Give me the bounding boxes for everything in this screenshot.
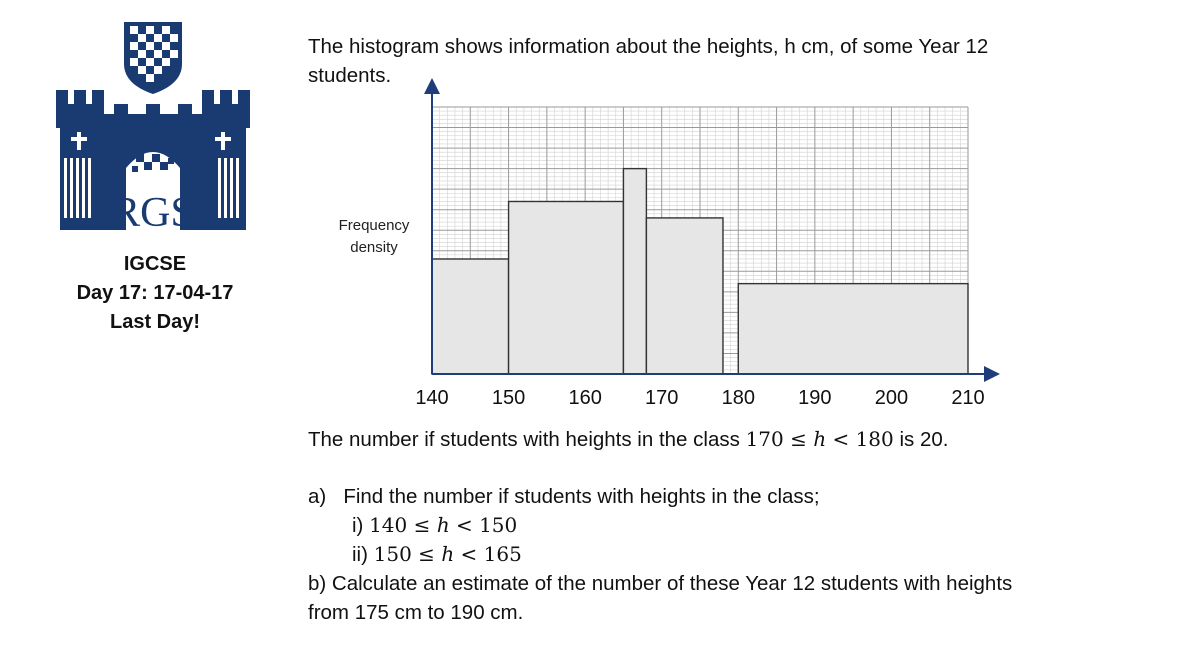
given-math: 170 ≤ ℎ < 180: [745, 427, 894, 451]
x-tick-labels: [415, 387, 984, 409]
question-a-i-math: 140 ≤ ℎ < 150: [369, 513, 518, 537]
x-tick-label-190: 190: [798, 387, 832, 409]
x-tick-label-160: 160: [568, 387, 602, 409]
given-statement: [308, 425, 1108, 454]
lesson-info: [40, 250, 270, 337]
day-label: Day 17: 17-04-17: [76, 282, 234, 304]
x-tick-label-150: 150: [491, 387, 526, 409]
question-b-line1: b) Calculate an estimate of the number of these Year 12 students with heights: [308, 572, 1013, 595]
question-a-label: a): [308, 485, 327, 508]
given-text: The number if students with heights in the class: [308, 428, 746, 451]
question-a-i-label: i): [352, 514, 370, 537]
rgs-logo: [56, 18, 250, 232]
x-tick-label-210: 210: [951, 387, 985, 409]
histogram-bar-165-168: [623, 169, 646, 374]
x-tick-label-180: 180: [721, 387, 755, 409]
histogram-bar-150-165: [509, 201, 624, 374]
question-a-ii: [308, 540, 1168, 569]
x-tick-label-170: 170: [645, 387, 679, 409]
histogram-bar-168-178: [646, 218, 723, 374]
given-text-end: is 20.: [893, 428, 949, 451]
question-b-line2: from 175 cm to 190 cm.: [308, 601, 524, 624]
question-a-ii-math: 150 ≤ ℎ < 165: [373, 542, 522, 566]
question-intro: The histogram shows information about the heights, h cm, of some Year 12 students.: [308, 35, 989, 87]
questions: [308, 482, 1168, 627]
histogram-bar-180-210: [738, 284, 968, 374]
x-tick-label-200: 200: [874, 387, 909, 409]
question-a-i: [308, 511, 1168, 540]
logo-text: RGS: [112, 190, 194, 232]
y-axis-label-line2: density: [350, 239, 398, 256]
course-label: IGCSE: [123, 253, 187, 275]
histogram-bar-140-150: [432, 259, 509, 374]
question-a-ii-label: ii): [352, 543, 374, 566]
histogram-chart: [320, 80, 1000, 420]
x-tick-label-140: 140: [415, 387, 449, 409]
question-a-text: Find the number if students with heights in the class;: [343, 485, 820, 508]
y-axis-label-line1: Frequency: [338, 217, 410, 234]
note-label: Last Day!: [109, 311, 201, 333]
question-a: [308, 482, 1168, 511]
